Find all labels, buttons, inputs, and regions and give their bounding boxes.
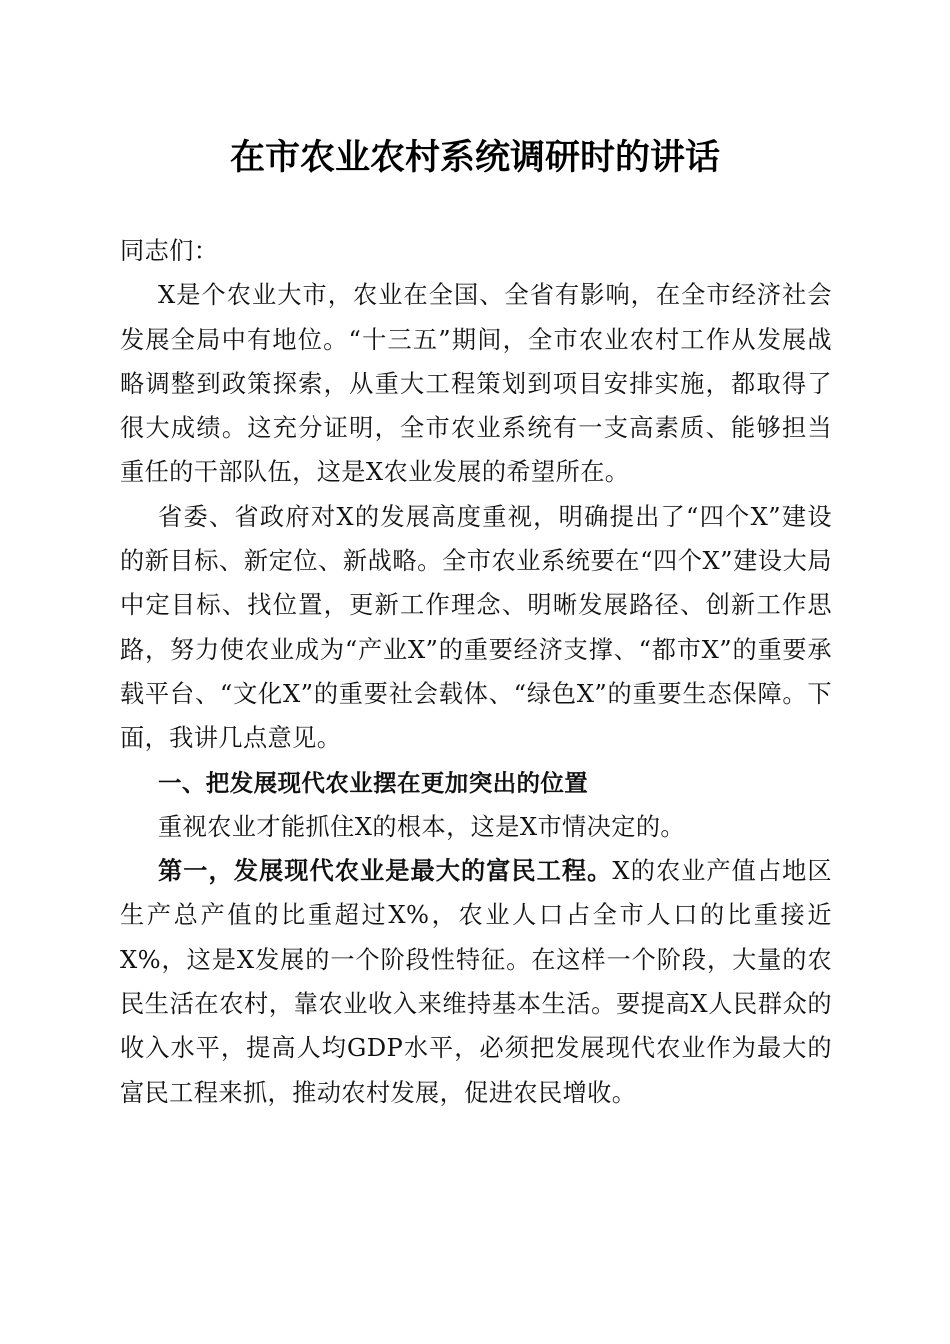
section-1-heading: 一、把发展现代农业摆在更加突出的位置	[158, 768, 589, 797]
document-title: 在市农业农村系统调研时的讲话	[229, 137, 720, 178]
paragraph-2: 省委、省政府对X的发展高度重视，明确提出了“四个X”建设的新目标、新定位、新战略。全市农业系统要在“四个X”建设大局中定目标、找位置，更新工作理念、明晰发展路径、创新工作思路，努力使农业成为“产业X”的重要经济支撑、“都市X”的重要承载平台、“文化X”的重要社会载体、“绿色X”的重要生态保障。下面，我讲几点意见。	[120, 502, 832, 753]
point-1-body: X的农业产值占地区生产总产值的比重超过X%，农业人口占全市人口的比重接近X%，这是X发展的一个阶段性特征。在这样一个阶段，大量的农民生活在农村，靠农业收入来维持基本生活。要提高X人民群众的收入水平，提高人均GDP水平，必须把发展现代农业作为最大的富民工程来抓，推动农村发展，促进农民增收。	[120, 857, 833, 1107]
document-body	[120, 229, 832, 1115]
paragraph-1: X是个农业大市，农业在全国、全省有影响，在全市经济社会发展全局中有地位。“十三五”期间，全市农业农村工作从发展战略调整到政策探索，从重大工程策划到项目安排实施，都取得了很大成绩。这充分证明，全市农业系统有一支高素质、能够担当重任的干部队伍，这是X农业发展的希望所在。	[120, 281, 832, 487]
point-1-paragraph	[120, 849, 832, 1115]
section-1-intro: 重视农业才能抓住X的根本，这是X市情决定的。	[158, 812, 685, 841]
point-1-lead: 第一，发展现代农业是最大的富民工程。	[158, 856, 613, 886]
salutation: 同志们：	[120, 237, 219, 265]
